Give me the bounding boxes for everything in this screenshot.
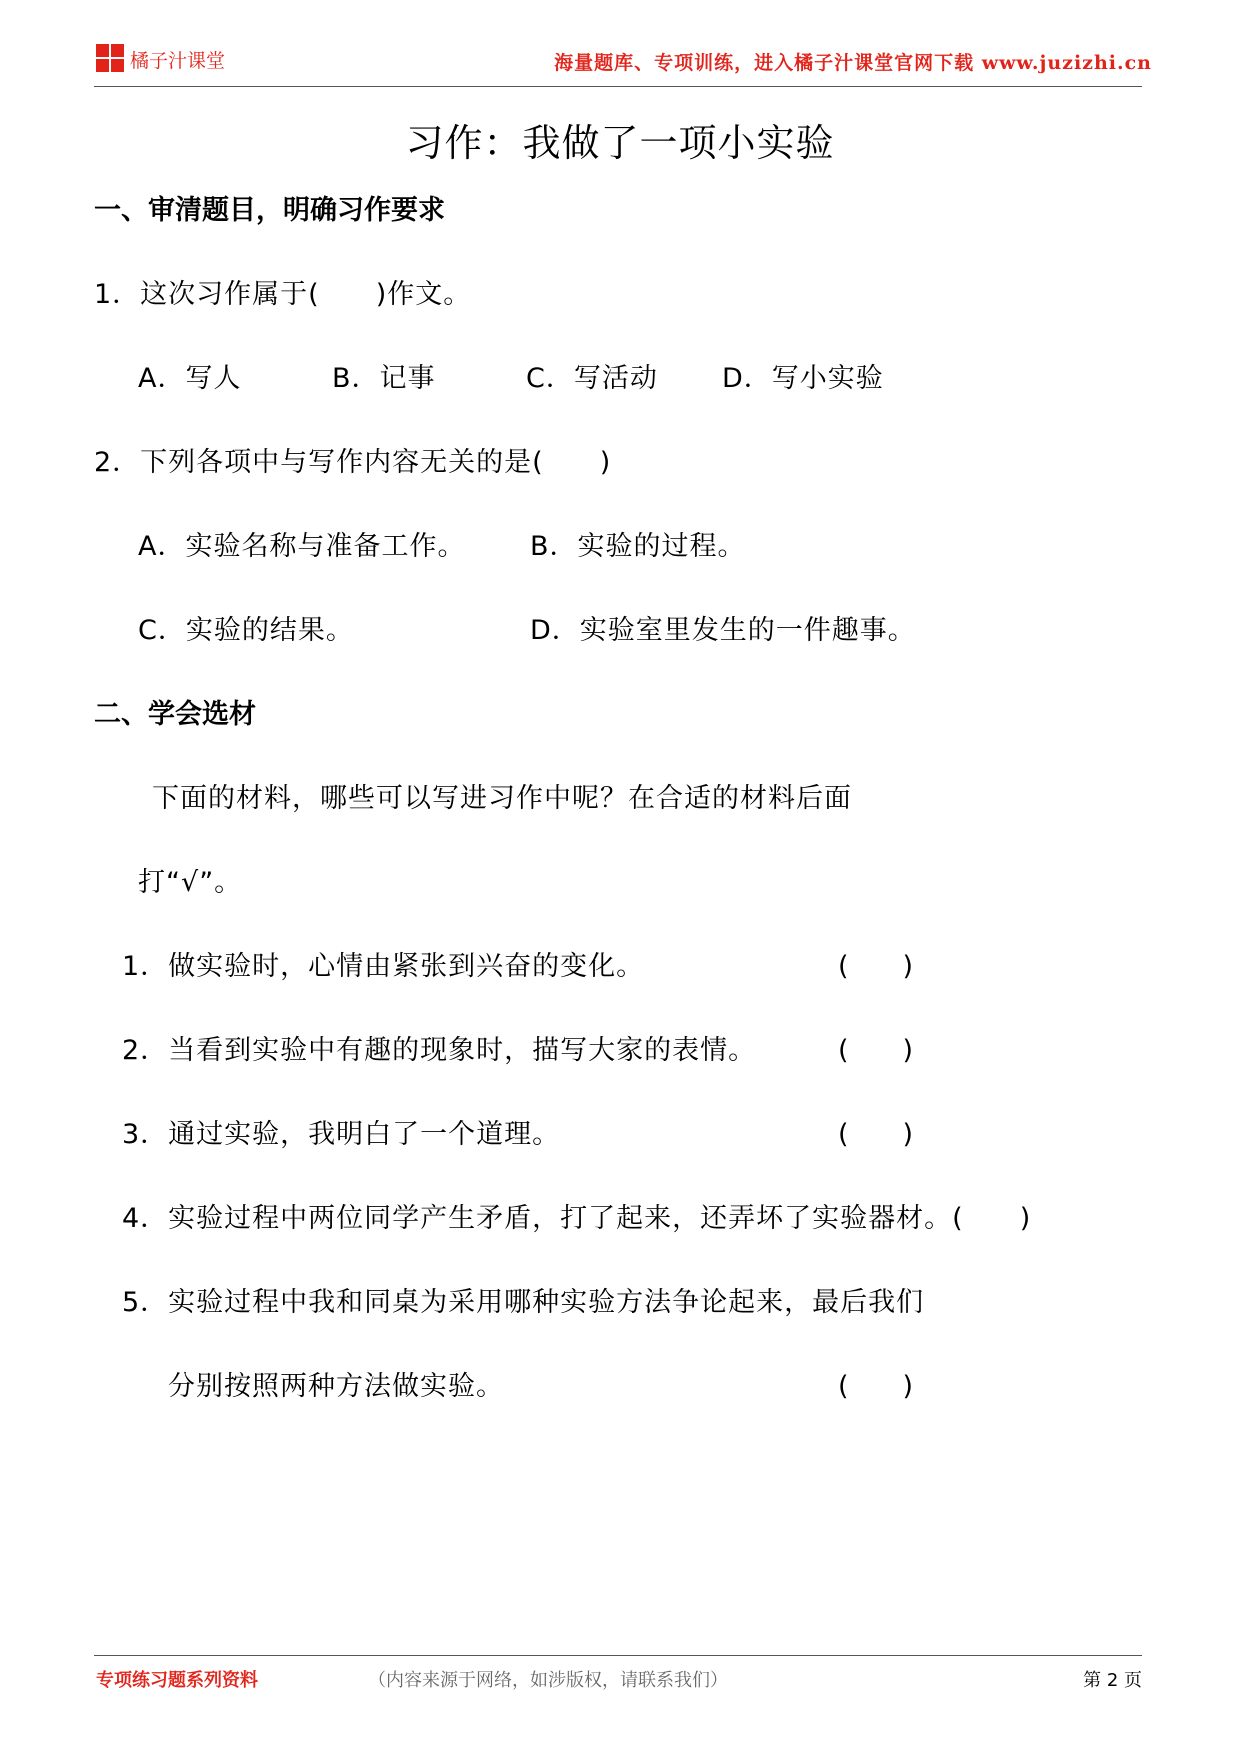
brand-name: 橘子汁课堂 (130, 50, 226, 72)
material-item-1: 1．做实验时，心情由紧张到兴奋的变化。 (122, 951, 645, 982)
q2-option-c: C．实验的结果。 (138, 615, 354, 646)
page-number: 第 2 页 (1083, 1670, 1142, 1691)
q2-option-a: A．实验名称与准备工作。 (138, 531, 466, 562)
page-title: 习作：我做了一项小实验 (405, 121, 835, 165)
material-item-3: 3．通过实验，我明白了一个道理。 (122, 1119, 561, 1150)
footer-divider (94, 1655, 1142, 1656)
answer-paren-5: ( ) (838, 1371, 914, 1402)
material-item-5-cont: 分别按照两种方法做实验。 (168, 1371, 504, 1402)
section-heading-1: 一、审清题目，明确习作要求 (94, 195, 445, 226)
footer-series-label: 专项练习题系列资料 (96, 1670, 258, 1691)
q2-option-d: D．实验室里发生的一件趣事。 (530, 615, 916, 646)
question-1-stem: 1．这次习作属于( )作文。 (94, 279, 472, 310)
material-item-2: 2．当看到实验中有趣的现象时，描写大家的表情。 (122, 1035, 757, 1066)
question-2-stem: 2．下列各项中与写作内容无关的是( ) (94, 447, 612, 478)
material-item-4: 4．实验过程中两位同学产生矛盾，打了起来，还弄坏了实验器材。( ) (122, 1203, 1032, 1234)
header-tagline: 海量题库、专项训练，进入橘子汁课堂官网下载 www.juzizhi.cn (554, 52, 1152, 74)
q1-option-c: C．写活动 (526, 363, 658, 394)
q2-option-b: B．实验的过程。 (530, 531, 746, 562)
answer-paren-1: ( ) (838, 951, 914, 982)
header-divider (94, 86, 1142, 87)
material-item-5: 5．实验过程中我和同桌为采用哪种实验方法争论起来，最后我们 (122, 1287, 925, 1318)
answer-paren-2: ( ) (838, 1035, 914, 1066)
instruction-line-2: 打“√”。 (138, 867, 243, 898)
section-heading-2: 二、学会选材 (94, 699, 256, 730)
q1-option-d: D．写小实验 (722, 363, 884, 394)
q1-option-a: A．写人 (138, 363, 242, 394)
instruction-line-1: 下面的材料，哪些可以写进习作中呢？在合适的材料后面 (152, 783, 852, 814)
brand-logo-icon (96, 44, 126, 74)
footer-copyright-note: （内容来源于网络，如涉版权，请联系我们） (368, 1670, 728, 1691)
q1-option-b: B．记事 (332, 363, 436, 394)
answer-paren-3: ( ) (838, 1119, 914, 1150)
